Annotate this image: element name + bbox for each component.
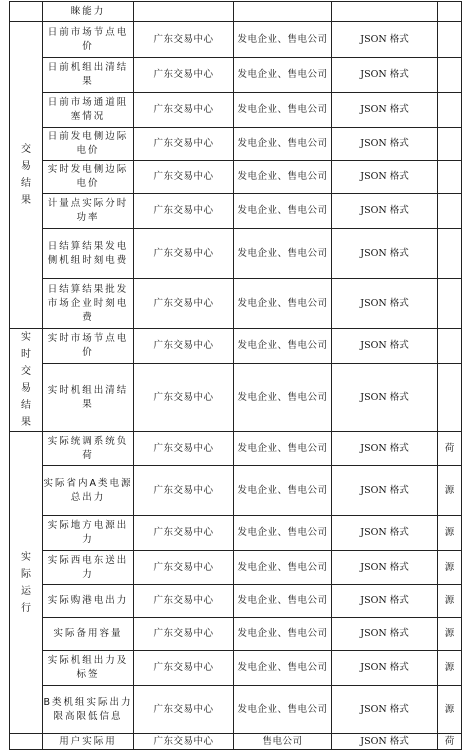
item-name-cell (43, 618, 134, 651)
source-cell: 广东交易中心 (134, 229, 234, 279)
item-name: 实际机组出力及标签 (47, 655, 129, 680)
source-cell: 广东交易中心 (134, 651, 234, 686)
item-name: 实时机组出清结果 (47, 384, 129, 410)
item-name-cell (43, 279, 134, 329)
item-name-cell (43, 551, 134, 585)
receivers-cell: 发电企业、售电公司 (234, 516, 332, 551)
receivers-cell: 发电企业、售电公司 (234, 551, 332, 585)
source-cell: 广东交易中心 (134, 364, 234, 432)
item-name: 日结算结果批发市场企业时刻电费 (47, 283, 129, 323)
category-cell (10, 2, 43, 22)
type-cell (438, 279, 462, 329)
table-row (10, 585, 462, 618)
item-name: 日结算结果发电侧机组时刻电费 (47, 240, 129, 266)
format-cell: JSON 格式 (332, 364, 438, 432)
receivers-cell: 发电企业、售电公司 (234, 686, 332, 734)
item-name: 日前市场节点电价 (47, 26, 129, 52)
table-row (10, 686, 462, 734)
type-cell (438, 93, 462, 128)
format-cell: JSON 格式 (332, 58, 438, 93)
table-row (10, 2, 462, 22)
source-cell: 广东交易中心 (134, 22, 234, 58)
type-cell: 源 (438, 585, 462, 618)
item-name: 日前机组出清结果 (47, 62, 129, 87)
table-row (10, 329, 462, 364)
table-row (10, 432, 462, 466)
item-name-cell: 睞能力 (43, 2, 134, 22)
table-row (10, 618, 462, 651)
item-name-cell (43, 329, 134, 364)
type-cell: 源 (438, 516, 462, 551)
receivers-cell: 发电企业、售电公司 (234, 229, 332, 279)
format-cell: JSON 格式 (332, 686, 438, 734)
item-name-cell (43, 651, 134, 686)
receivers-cell: 发电企业、售电公司 (234, 194, 332, 229)
category-label: 交易结果 (21, 144, 31, 206)
type-cell: 荷 (438, 432, 462, 466)
item-name: 实际地方电源出力 (47, 520, 129, 545)
format-cell: JSON 格式 (332, 229, 438, 279)
source-cell: 广东交易中心 (134, 585, 234, 618)
receivers-cell: 发电企业、售电公司 (234, 585, 332, 618)
format-cell: JSON 格式 (332, 651, 438, 686)
source-cell: 广东交易中心 (134, 128, 234, 161)
table-row (10, 22, 462, 58)
source-cell: 广东交易中心 (134, 432, 234, 466)
format-cell: JSON 格式 (332, 128, 438, 161)
item-name: 实时市场节点电价 (47, 333, 129, 359)
source-cell: 广东交易中心 (134, 734, 234, 750)
item-name-cell (43, 58, 134, 93)
receivers-cell: 发电企业、售电公司 (234, 364, 332, 432)
format-cell: JSON 格式 (332, 22, 438, 58)
table-row (10, 194, 462, 229)
receivers-cell: 发电企业、售电公司 (234, 58, 332, 93)
receivers-cell: 发电企业、售电公司 (234, 161, 332, 194)
item-name: 实际备用容量 (53, 628, 123, 639)
source-cell: 广东交易中心 (134, 686, 234, 734)
format-cell: JSON 格式 (332, 279, 438, 329)
table-row (10, 364, 462, 432)
category-cell (10, 329, 43, 432)
source-cell: 广东交易中心 (134, 329, 234, 364)
source-cell: 广东交易中心 (134, 551, 234, 585)
table-row (10, 516, 462, 551)
type-cell: 源 (438, 686, 462, 734)
type-cell (438, 22, 462, 58)
type-cell (438, 128, 462, 161)
table-row (10, 551, 462, 585)
table-row (10, 734, 462, 750)
category-cell (10, 432, 43, 734)
table-row (10, 229, 462, 279)
source-cell: 广东交易中心 (134, 93, 234, 128)
item-name-cell: 用户实际用 (43, 734, 134, 750)
receivers-cell: 发电企业、售电公司 (234, 466, 332, 516)
item-name-cell (43, 585, 134, 618)
item-name-cell (43, 22, 134, 58)
item-name: 实际省内A类电源总出力 (43, 477, 133, 503)
receivers-cell: 发电企业、售电公司 (234, 128, 332, 161)
receivers-cell: 发电企业、售电公司 (234, 93, 332, 128)
type-cell (438, 364, 462, 432)
source-cell: 广东交易中心 (134, 194, 234, 229)
item-name: 日前发电侧边际电价 (47, 131, 129, 156)
item-name-cell (43, 128, 134, 161)
empty-cell (332, 2, 438, 22)
item-name: 实际统调系统负荷 (47, 435, 129, 461)
item-name-cell (43, 364, 134, 432)
category-cell (10, 22, 43, 329)
source-cell: 广东交易中心 (134, 279, 234, 329)
type-cell (438, 194, 462, 229)
item-name-cell (43, 432, 134, 466)
item-name-cell (43, 161, 134, 194)
format-cell: JSON 格式 (332, 734, 438, 750)
source-cell: 广东交易中心 (134, 516, 234, 551)
source-cell: 广东交易中心 (134, 161, 234, 194)
item-name-cell (43, 194, 134, 229)
item-name: 实际西电东送出力 (47, 554, 129, 580)
format-cell: JSON 格式 (332, 585, 438, 618)
type-cell (438, 329, 462, 364)
receivers-cell: 发电企业、售电公司 (234, 279, 332, 329)
type-cell: 荷 (438, 734, 462, 750)
item-name: 实际购港电出力 (47, 595, 129, 606)
table-row (10, 93, 462, 128)
item-name-cell (43, 93, 134, 128)
table-body (10, 2, 462, 750)
type-cell: 源 (438, 466, 462, 516)
format-cell: JSON 格式 (332, 329, 438, 364)
source-cell: 广东交易中心 (134, 466, 234, 516)
empty-cell (234, 2, 332, 22)
table-row (10, 128, 462, 161)
table-row (10, 58, 462, 93)
format-cell: JSON 格式 (332, 618, 438, 651)
table-row (10, 161, 462, 194)
type-cell (438, 58, 462, 93)
format-cell: JSON 格式 (332, 432, 438, 466)
format-cell: JSON 格式 (332, 194, 438, 229)
format-cell: JSON 格式 (332, 551, 438, 585)
item-name-cell (43, 229, 134, 279)
empty-cell (438, 2, 462, 22)
item-name: 日前市场通道阻塞情况 (47, 97, 129, 122)
data-interface-table (9, 1, 462, 750)
item-name: 实时发电侧边际电价 (47, 164, 129, 189)
category-cell (10, 734, 43, 750)
receivers-cell: 发电企业、售电公司 (234, 651, 332, 686)
type-cell: 源 (438, 551, 462, 585)
item-name: B类机组实际出力限高限低信息 (43, 696, 133, 722)
format-cell: JSON 格式 (332, 93, 438, 128)
source-cell: 广东交易中心 (134, 618, 234, 651)
type-cell: 源 (438, 651, 462, 686)
item-name-cell (43, 516, 134, 551)
receivers-cell: 发电企业、售电公司 (234, 432, 332, 466)
category-label: 实时交易结果 (21, 332, 31, 428)
format-cell: JSON 格式 (332, 516, 438, 551)
type-cell (438, 229, 462, 279)
item-name-cell (43, 466, 134, 516)
item-name: 计量点实际分时功率 (47, 198, 129, 223)
type-cell (438, 161, 462, 194)
format-cell: JSON 格式 (332, 161, 438, 194)
receivers-cell: 发电企业、售电公司 (234, 22, 332, 58)
category-label: 实际运行 (21, 551, 31, 614)
format-cell: JSON 格式 (332, 466, 438, 516)
receivers-cell: 发电企业、售电公司 (234, 329, 332, 364)
table-row (10, 651, 462, 686)
type-cell: 源 (438, 618, 462, 651)
table-row (10, 466, 462, 516)
receivers-cell: 售电公司 (234, 734, 332, 750)
item-name-cell (43, 686, 134, 734)
table-row (10, 279, 462, 329)
receivers-cell: 发电企业、售电公司 (234, 618, 332, 651)
empty-cell (134, 2, 234, 22)
source-cell: 广东交易中心 (134, 58, 234, 93)
